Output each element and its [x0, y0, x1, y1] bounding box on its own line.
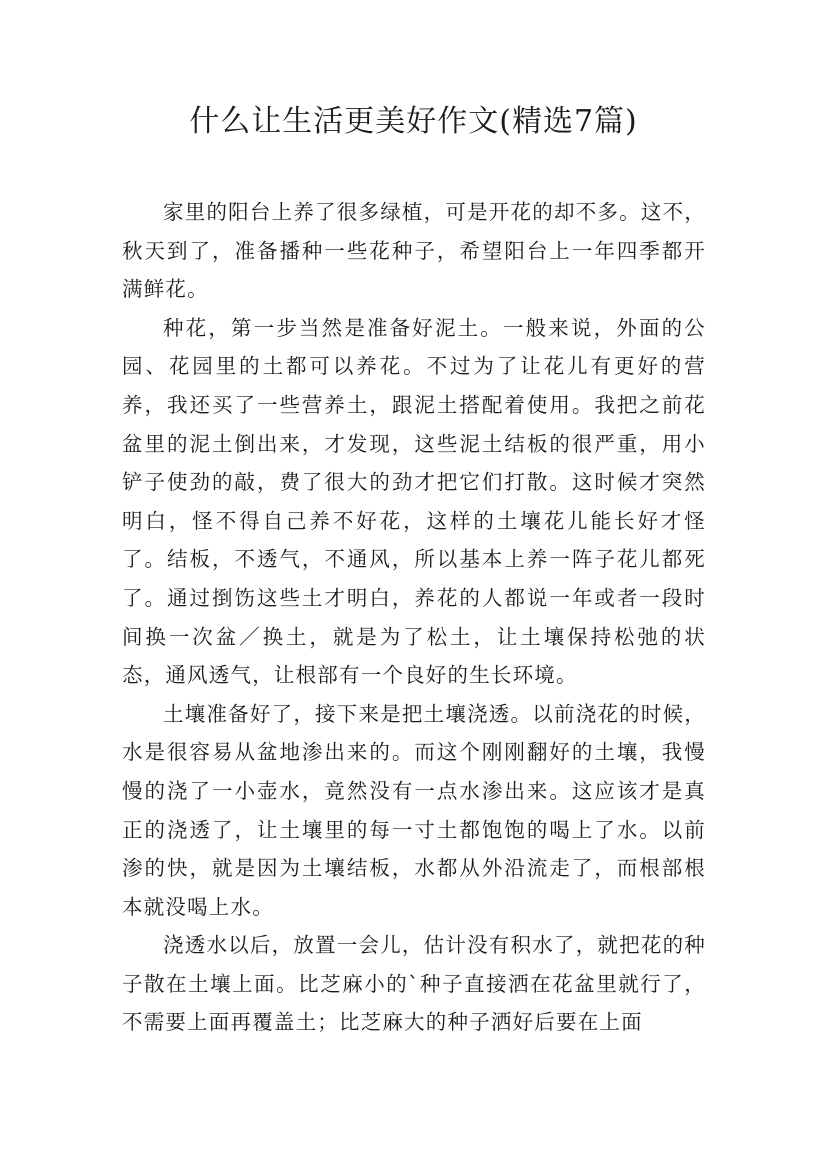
paragraph-1: 家里的阳台上养了很多绿植，可是开花的却不多。这不，秋天到了，准备播种一些花种子，希望阳台上一年四季都开满鲜花。 [122, 200, 706, 302]
paragraph-3: 土壤准备好了，接下来是把土壤浇透。以前浇花的时候，水是很容易从盆地渗出来的。而这个刚刚翻好的土壤，我慢慢的浇了一小壶水，竟然没有一点水渗出来。这应该才是真正的浇透了，让土壤里的每一寸土都饱饱的喝上了水。以前渗的快，就是因为土壤结板，水都从外沿流走了，而根部根本就没喝上水。 [122, 701, 706, 919]
document-body [122, 193, 706, 1042]
paragraph-2: 种花，第一步当然是准备好泥土。一般来说，外面的公园、花园里的土都可以养花。不过为了让花儿有更好的营养，我还买了一些营养土，跟泥土搭配着使用。我把之前花盆里的泥土倒出来，才发现，这些泥土结板的很严重，用小铲子使劲的敲，费了很大的劲才把它们打散。这时候才突然明白，怪不得自己养不好花，这样的土壤花儿能长好才怪了。结板，不透气，不通风，所以基本上养一阵子花儿都死了。通过捯饬这些土才明白，养花的人都说一年或者一段时间换一次盆／换土，就是为了松土，让土壤保持松弛的状态，通风透气，让根部有一个良好的生长环境。 [122, 315, 706, 688]
paragraph-4: 浇透水以后，放置一会儿，估计没有积水了，就把花的种子散在土壤上面。比芝麻小的`种子直接洒在花盆里就行了，不需要上面再覆盖土；比芝麻大的种子洒好后要在上面 [122, 933, 706, 1035]
document-title: 什么让生活更美好作文(精选7篇) [189, 104, 638, 139]
